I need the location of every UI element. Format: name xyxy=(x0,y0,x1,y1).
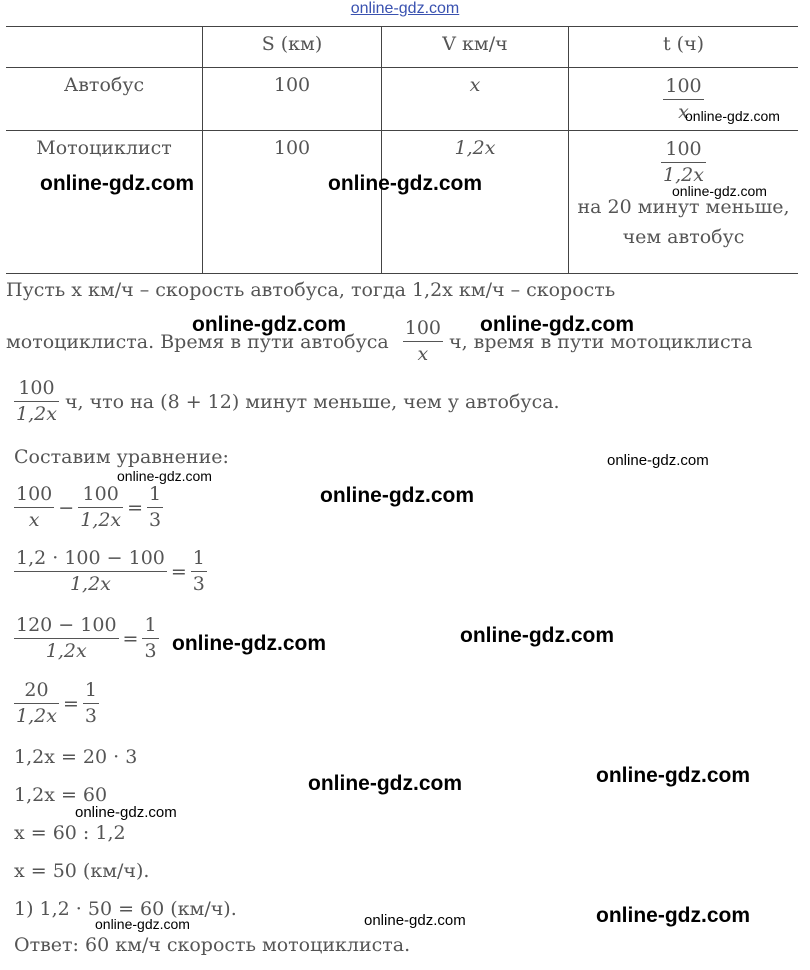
equation-line-5: 1,2x = 20 · 3 xyxy=(14,746,138,768)
moto-speed xyxy=(382,131,569,274)
bus-speed: x xyxy=(382,68,569,131)
watermark-small: online-gdz.com xyxy=(117,468,212,484)
equals-sign: = xyxy=(122,627,139,650)
table-row-moto xyxy=(6,131,798,274)
moto-time-fraction xyxy=(661,137,706,188)
paragraph-1: Пусть x км/ч – скорость автобуса, тогда 1,2x км/ч – скорость xyxy=(6,279,616,301)
bus-time-inline-fraction xyxy=(403,316,443,367)
answer-line: Ответ: 60 км/ч скорость мотоциклиста. xyxy=(14,934,411,956)
fraction-denominator: 1,2x xyxy=(663,164,704,186)
header-empty xyxy=(6,27,203,68)
watermark: online-gdz.com xyxy=(480,313,634,336)
watermark-small: online-gdz.com xyxy=(95,916,190,932)
data-table xyxy=(6,26,798,274)
watermark: online-gdz.com xyxy=(308,772,462,795)
watermark-small: online-gdz.com xyxy=(607,452,709,469)
equation-line-7: x = 60 : 1,2 xyxy=(14,822,126,844)
watermark: online-gdz.com xyxy=(320,484,474,507)
watermark-small: online-gdz.com xyxy=(672,183,767,199)
header-distance: S (км) xyxy=(203,27,382,68)
moto-note-1: на 20 минут меньше, xyxy=(577,196,790,218)
eq1-fraction-c: $\frac{1}{3}$ xyxy=(149,483,162,531)
equation-line-8: x = 50 (км/ч). xyxy=(14,860,150,882)
equals-sign: = xyxy=(127,496,144,519)
watermark-small: online-gdz.com xyxy=(364,912,466,929)
bus-label: Автобус xyxy=(6,68,203,131)
moto-note-2: чем автобус xyxy=(622,226,745,248)
watermark: online-gdz.com xyxy=(192,313,346,336)
equation-1 xyxy=(14,482,163,533)
header-time: t (ч) xyxy=(569,27,799,68)
fraction-denominator: 1,2x xyxy=(16,403,57,425)
eq1-fraction-a: $\frac{100}{x}$ xyxy=(16,483,53,531)
eq3-fraction: $\frac{120 - 100}{1,2x}$ xyxy=(16,614,117,662)
paragraph-2-start: мотоциклиста. Время в пути автобуса xyxy=(6,330,389,353)
fraction-numerator: 100 xyxy=(663,74,703,100)
watermark-small: online-gdz.com xyxy=(75,804,177,821)
watermark: online-gdz.com xyxy=(596,764,750,787)
moto-speed-value: 1,2x xyxy=(454,137,496,159)
top-watermark[interactable]: online-gdz.com xyxy=(350,0,460,17)
watermark: online-gdz.com xyxy=(460,624,614,647)
paragraph-2-end: ч, время в пути мотоциклиста xyxy=(449,330,753,353)
eq1-fraction-b: $\frac{100}{1,2x}$ xyxy=(80,483,122,531)
header-speed: V км/ч xyxy=(382,27,569,68)
watermark-small: online-gdz.com xyxy=(685,108,780,124)
equation-3 xyxy=(14,613,159,664)
equation-2 xyxy=(14,546,207,597)
fraction-denominator: x xyxy=(678,101,689,123)
watermark: online-gdz.com xyxy=(596,904,750,927)
equals-sign: = xyxy=(170,560,187,583)
fraction-denominator: x xyxy=(417,343,429,365)
equation-line-6: 1,2x = 60 xyxy=(14,784,108,806)
bus-distance: 100 xyxy=(203,68,382,131)
equation-4 xyxy=(14,678,99,729)
solution-step-1: 1) 1,2 · 50 = 60 (км/ч). xyxy=(14,898,237,920)
watermark: online-gdz.com xyxy=(172,632,326,655)
eq4-fraction: $\frac{20}{1,2x}$ xyxy=(16,679,57,727)
equals-sign: = xyxy=(62,692,79,715)
fraction-numerator: 100 xyxy=(403,316,443,342)
paragraph-3 xyxy=(14,376,560,427)
moto-label: Мотоциклист xyxy=(6,131,203,274)
eq2-result: $\frac{1}{3}$ xyxy=(192,547,205,595)
watermark: online-gdz.com xyxy=(40,172,194,195)
table-row-bus xyxy=(6,68,798,131)
eq3-result: $\frac{1}{3}$ xyxy=(144,614,157,662)
moto-time xyxy=(569,131,799,274)
paragraph-3-end: ч, что на (8 + 12) минут меньше, чем у автобуса. xyxy=(64,390,560,413)
minus-sign: − xyxy=(58,496,75,519)
table-header-row xyxy=(6,27,798,68)
paragraph-4: Составим уравнение: xyxy=(14,446,229,468)
fraction-numerator: 100 xyxy=(661,137,706,163)
paragraph-2 xyxy=(6,316,753,367)
eq4-result: $\frac{1}{3}$ xyxy=(84,679,97,727)
moto-distance: 100 xyxy=(203,131,382,274)
moto-time-inline-fraction xyxy=(14,376,59,427)
eq2-fraction: $\frac{1,2 \cdot 100 - 100}{1,2x}$ xyxy=(16,547,165,595)
watermark: online-gdz.com xyxy=(328,172,482,195)
fraction-numerator: 100 xyxy=(14,376,59,402)
